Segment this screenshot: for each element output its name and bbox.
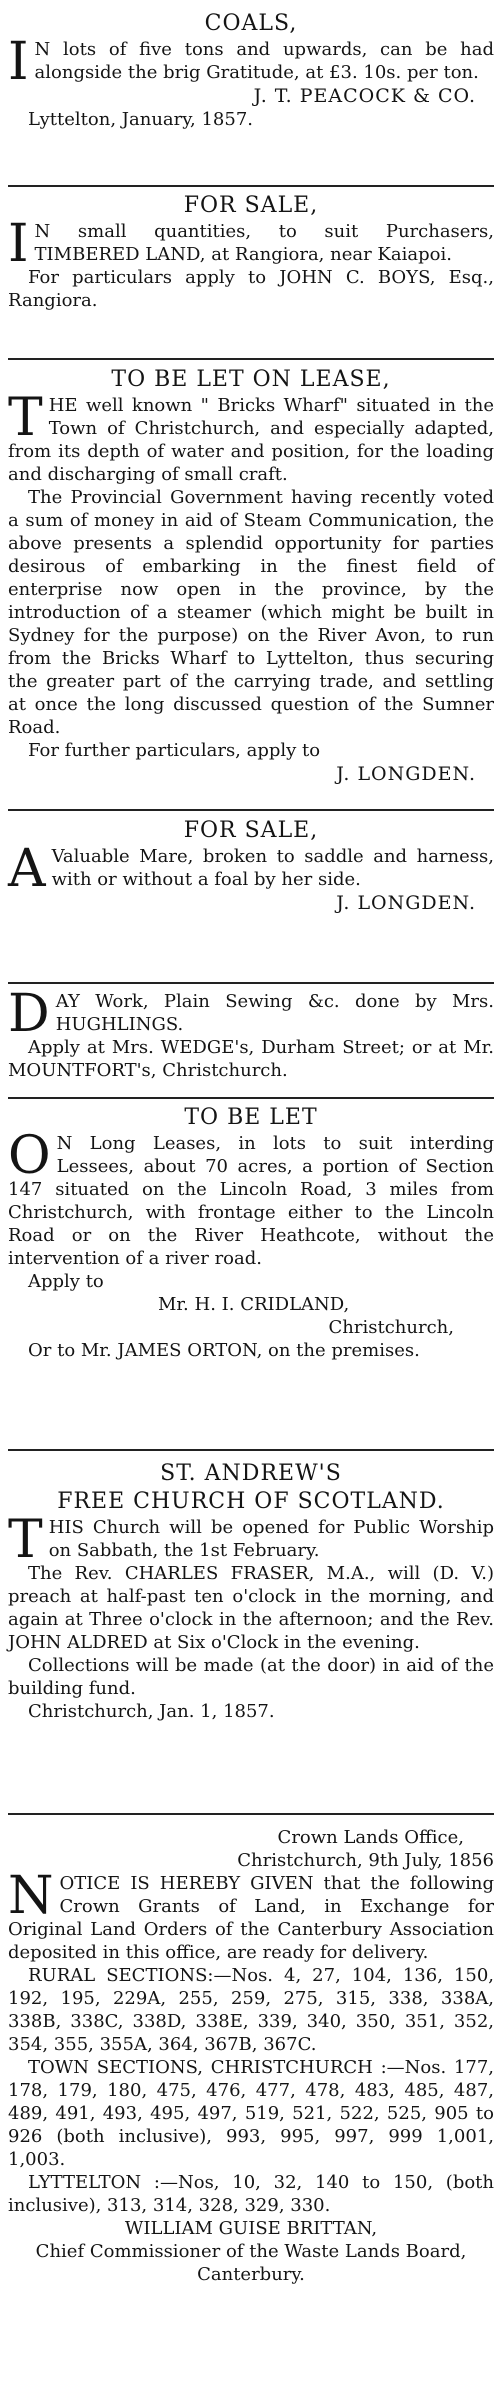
to-let-orton: Or to Mr. JAMES ORTON, on the premises. [28, 1340, 420, 1361]
lease-signer: J. LONGDEN. [336, 763, 476, 785]
crown-lyttelton-sections: LYTTELTON :—Nos, 10, 32, 140 to 150, (both inclusive), 313, 314, 328, 329, 330. [8, 2172, 494, 2216]
divider [8, 185, 494, 187]
to-let-name: Mr. H. I. CRIDLAND, [158, 1294, 350, 1315]
to-let-body: N Long Leases, in lots to suit interding Lessees, about 70 acres, a portion of Section 147 situated on the Lincoln Road, 3 miles from Christchurch, with frontage either to the Lincoln Road or on the River Heathcote, without the intervention of a river road. [8, 1133, 494, 1269]
daywork-apply: Apply at Mrs. WEDGE's, Durham Street; or at Mr. MOUNTFORT's, Christchurch. [8, 1037, 494, 1081]
crown-title: Chief Commissioner of the Waste Lands Board, [35, 2241, 467, 2262]
land-sale-particulars: For particulars apply to JOHN C. BOYS, Esq., Rangiora. [8, 267, 494, 311]
land-sale-advertisement [8, 192, 494, 312]
coals-drop-cap: I [8, 32, 29, 92]
divider [8, 809, 494, 811]
coals-dateline: Lyttelton, January, 1857. [28, 109, 254, 130]
daywork-body: AY Work, Plain Sewing &c. done by Mrs. HUGHLINGS. [55, 991, 494, 1035]
land-sale-header: FOR SALE, [183, 193, 319, 218]
church-body-collections: Collections will be made (at the door) in aid of the building fund. [8, 1655, 494, 1699]
lease-drop-cap: T [8, 388, 43, 448]
lease-advertisement [8, 366, 494, 786]
mare-header: FOR SALE, [183, 818, 319, 843]
divider [8, 1449, 494, 1451]
lease-apply: For further particulars, apply to [28, 740, 321, 761]
crown-date: Christchurch, 9th July, 1856 [237, 1850, 494, 1871]
coals-advertisement [8, 10, 494, 131]
land-sale-body-line1: N small quantities, to suit Purchasers, [34, 221, 494, 242]
church-body-opening: HIS Church will be opened for Public Worship on Sabbath, the 1st February. [48, 1517, 494, 1561]
crown-lands-notice [8, 1826, 494, 2286]
to-let-place: Christchurch, [328, 1317, 454, 1338]
divider [8, 982, 494, 984]
land-sale-drop-cap: I [8, 214, 29, 274]
coals-header: COALS, [204, 11, 298, 36]
church-advertisement [8, 1460, 494, 1723]
to-let-header: TO BE LET [184, 1105, 318, 1130]
to-let-advertisement [8, 1104, 494, 1362]
crown-drop-cap: N [8, 1866, 54, 1926]
lease-body-intro: HE well known " Bricks Wharf" situated in the Town of Christchurch, and especially adapted, from its depth of water and position, for the loading and discharging of small craft. [8, 395, 494, 485]
mare-drop-cap: A [8, 839, 46, 899]
crown-title-place: Canterbury. [197, 2264, 305, 2285]
church-body-preachers: The Rev. CHARLES FRASER, M.A., will (D. V.) preach at half-past ten o'clock in the morning, and again at Three o'clock in the afternoon; and the Rev. JOHN ALDRED at Six o'Clock in the evening. [8, 1563, 494, 1653]
crown-body-notice: OTICE IS HEREBY GIVEN that the following Crown Grants of Land, in Exchange for Original Land Orders of the Canterbury Association deposited in this office, are ready for delivery. [8, 1873, 494, 1963]
crown-signer: WILLIAM GUISE BRITTAN, [124, 2218, 378, 2239]
mare-signer: J. LONGDEN. [336, 892, 476, 914]
church-dateline: Christchurch, Jan. 1, 1857. [28, 1701, 275, 1722]
lease-header: TO BE LET ON LEASE, [111, 367, 391, 392]
divider [8, 1097, 494, 1099]
land-sale-body-line2: TIMBERED LAND, at Rangiora, near Kaiapoi. [34, 244, 452, 265]
divider [8, 358, 494, 360]
crown-office: Crown Lands Office, [277, 1827, 464, 1848]
to-let-apply: Apply to [28, 1271, 104, 1292]
daywork-drop-cap: D [8, 984, 50, 1044]
daywork-advertisement [8, 984, 494, 1082]
crown-town-sections: TOWN SECTIONS, CHRISTCHURCH :—Nos. 177, 178, 179, 180, 475, 476, 477, 478, 483, 485, 487, 489, 491, 493, 495, 497, 519, 521, 522, 525, 905 to 926 (both inclusive), 993, 995, 997, 999 1,001, 1,003. [8, 2057, 494, 2170]
church-drop-cap: T [8, 1510, 43, 1570]
divider [8, 1813, 494, 1815]
mare-advertisement [8, 817, 494, 915]
mare-body: Valuable Mare, broken to saddle and harness, with or without a foal by her side. [51, 846, 494, 890]
coals-body: N lots of five tons and upwards, can be had alongside the brig Gratitude, at £3. 10s. per ton. [34, 39, 494, 83]
to-let-drop-cap: O [8, 1126, 51, 1186]
lease-body-steam: The Provincial Government having recently voted a sum of money in aid of Steam Communication, the above presents a splendid opportunity for parties desirous of embarking in the finest field of enterprise now open in the province, by the introduction of a steamer (which might be built in Sydney for the purpose) on the River Avon, to run from the Bricks Wharf to Lyttelton, thus securing the greater part of the carrying trade, and settling at once the long discussed question of the Sumner Road. [8, 487, 494, 738]
church-header-line1: ST. ANDREW'S [160, 1461, 342, 1486]
crown-rural-sections: RURAL SECTIONS:—Nos. 4, 27, 104, 136, 150, 192, 195, 229A, 255, 259, 275, 315, 338, 338A, 338B, 338C, 338D, 338E, 339, 340, 350, 351, 352, 354, 355, 355A, 364, 367B, 367C. [8, 1965, 494, 2055]
church-header-line2: FREE CHURCH OF SCOTLAND. [57, 1489, 445, 1514]
coals-signer: J. T. PEACOCK & CO. [253, 85, 476, 107]
